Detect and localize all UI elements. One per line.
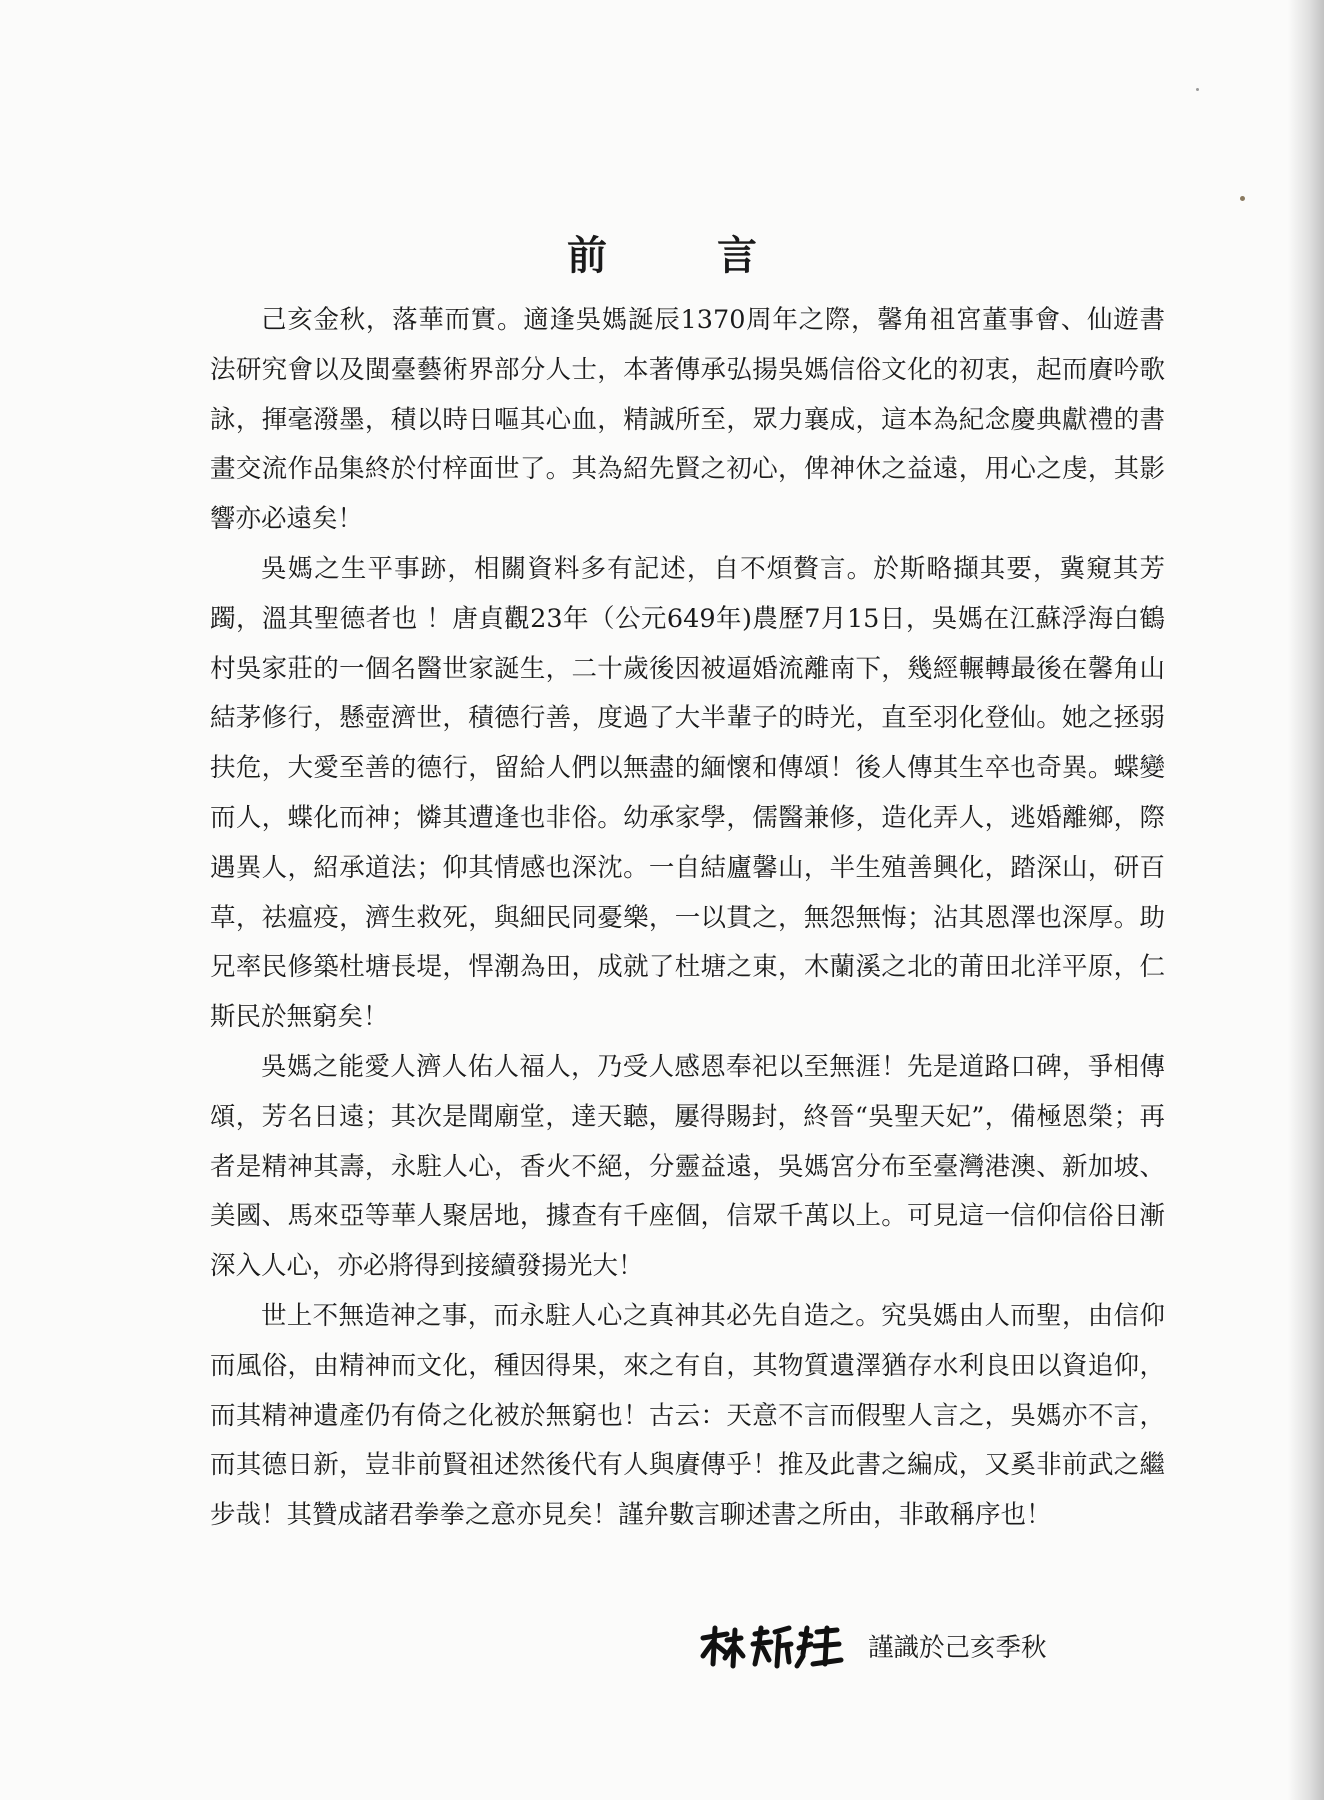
signature-note: 謹識於己亥季秋 [868,1633,1047,1663]
paragraph-2: 吳媽之生平事跡，相關資料多有記述，自不煩贅言。於斯略擷其要，冀窺其芳躅，溫其聖德者也 ！唐貞觀23年（公元649年)農歷7月15日，吳媽在江蘇浮海白鶴村吳家莊的一個名醫世家誕生，二十歲後因被逼婚流離南下，幾經輾轉最後在馨角山結茅修行，懸壺濟世，積德行善，度過了大半輩子的時光，直至羽化登仙。她之拯弱扶危，大愛至善的德行，留給人們以無盡的緬懷和傳頌！後人傳其生卒也奇異。蝶變而人，蝶化而神；憐其遭逢也非俗。幼承家學，儒醫兼修，造化弄人，逃婚離鄉，際遇異人，紹承道法；仰其情感也深沈。一自結廬馨山，半生殖善興化，踏深山，研百草，祛瘟疫，濟生救死，與細民同憂樂，一以貫之，無怨無悔；沾其恩澤也深厚。助兄率民修築杜塘長堤，悍潮為田，成就了杜塘之東，木蘭溪之北的莆田北洋平原，仁斯民於無窮矣！ [210,553,1165,1033]
paragraph-1: 己亥金秋，落華而實。適逢吳媽誕辰1370周年之際，馨角祖宮董事會、仙遊書法研究會以及閩臺藝術界部分人士，本著傳承弘揚吳媽信俗文化的初衷，起而賡吟歌詠，揮毫潑墨，積以時日嘔其心血，精誠所至，眾力襄成，這本為紀念慶典獻禮的書畫交流作品集終於付梓面世了。其為紹先賢之初心，俾神休之益遠，用心之虔，其影響亦必遠矣！ [210,305,1165,535]
paper-speck [1240,196,1245,201]
paper-speck [1196,88,1199,91]
page-title: 前 言 [567,232,805,279]
paragraph-4: 世上不無造神之事，而永駐人心之真神其必先自造之。究吳媽由人而聖，由信仰而風俗，由精神而文化，種因得果，來之有自，其物質遺澤猶存水利良田以資追仰，而其精神遺產仍有倚之化被於無窮也！古云：天意不言而假聖人言之，吳媽亦不言，而其德日新，豈非前賢祖述然後代有人與賡傳乎！推及此書之編成，又奚非前武之繼步哉！其贊成諸君拳拳之意亦見矣！謹弁數言聊述書之所由，非敢稱序也！ [210,1300,1165,1531]
handwritten-signature [697,1624,847,1672]
preface-body [210,296,1165,1541]
paragraph-3: 吳媽之能愛人濟人佑人福人，乃受人感恩奉祀以至無涯！先是道路口碑，爭相傳頌，芳名日遠；其次是聞廟堂，達天聽，屢得賜封，終晉“吳聖天妃”，備極恩榮；再者是精神其壽，永駐人心，香火不絕，分靈益遠，吳媽宮分布至臺灣港澳、新加坡、美國、馬來亞等華人聚居地，據查有千座個，信眾千萬以上。可見這一信仰信俗日漸深入人心，亦必將得到接續發揚光大！ [210,1051,1165,1282]
